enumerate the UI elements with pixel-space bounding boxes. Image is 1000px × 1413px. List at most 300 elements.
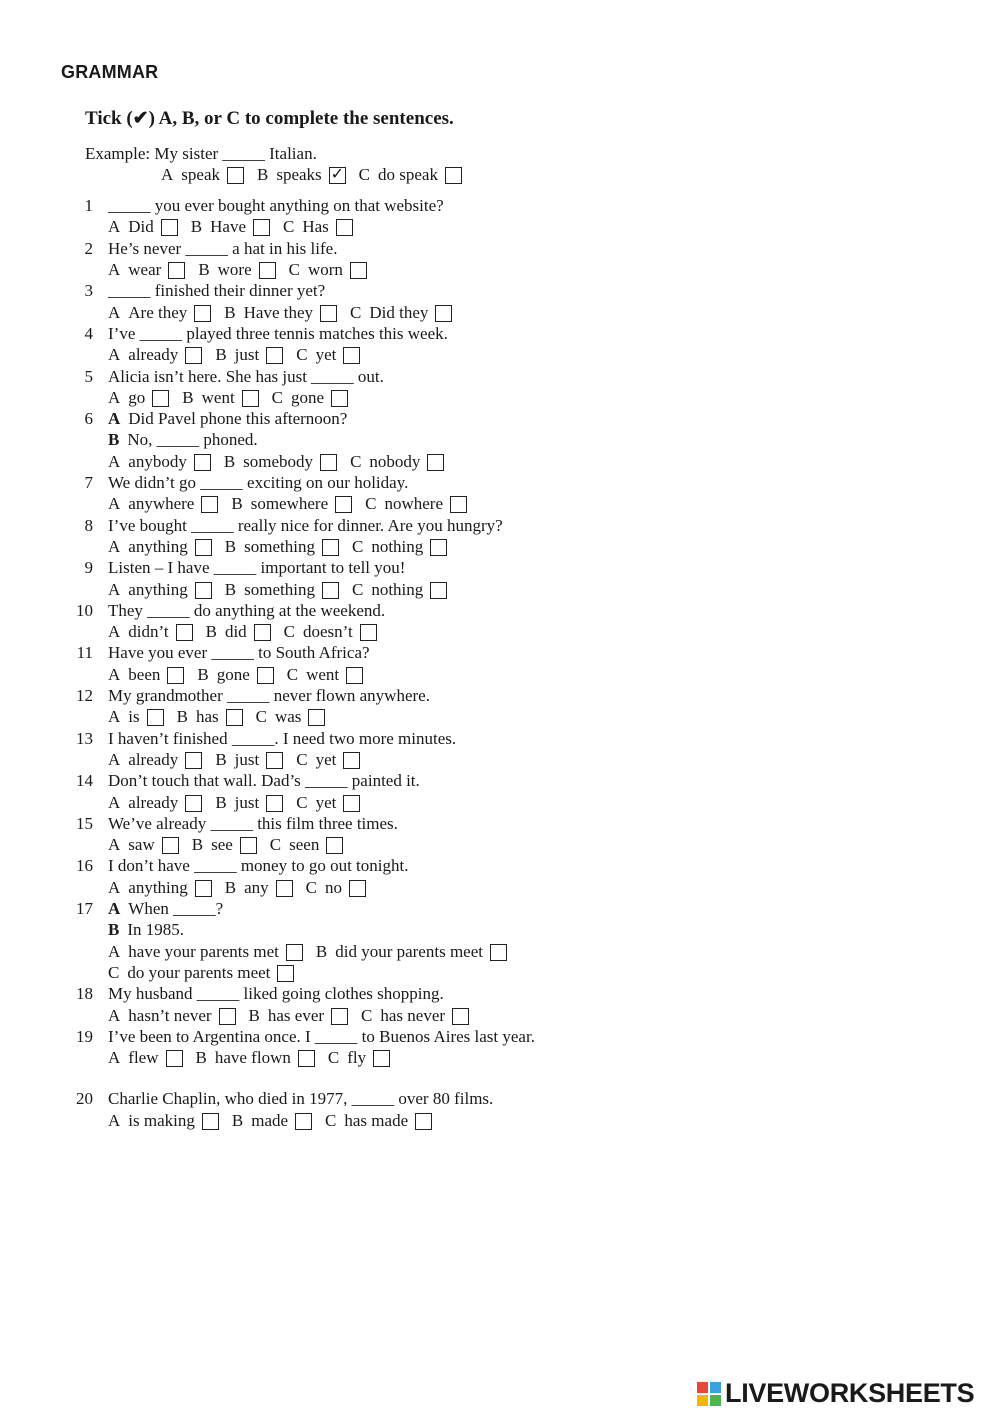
speaker-label: A [108, 899, 121, 918]
answer-checkbox[interactable] [335, 496, 352, 513]
dialogue-text: When _____? [128, 899, 224, 918]
option-row [108, 664, 376, 685]
option-letter: A [108, 707, 121, 727]
option-text: already [128, 345, 179, 365]
question-text: _____ finished their dinner yet? [108, 281, 326, 301]
option-c [296, 344, 360, 365]
option-b [225, 536, 339, 557]
question-text: I’ve _____ played three tennis matches this week. [108, 323, 448, 343]
answer-checkbox[interactable] [195, 880, 212, 897]
option-text: do speak [378, 165, 438, 185]
option-row [161, 164, 475, 185]
option-row [108, 1047, 403, 1068]
option-text: fly [347, 1048, 367, 1068]
answer-checkbox[interactable] [195, 539, 212, 556]
option-letter: A [108, 835, 121, 855]
option-b [197, 664, 273, 685]
option-letter: A [108, 664, 121, 684]
option-text: any [244, 877, 269, 897]
logo-square [710, 1395, 721, 1406]
answer-checkbox[interactable] [331, 390, 348, 407]
option-row [108, 259, 380, 280]
answer-checkbox[interactable] [201, 496, 218, 513]
option-text: speak [181, 165, 220, 185]
dialogue-line [108, 408, 347, 429]
option-b [198, 259, 275, 280]
option-row [108, 941, 520, 962]
option-row [108, 536, 460, 557]
option-text: yet [315, 792, 337, 812]
option-row [108, 387, 361, 408]
question-number: 6 [84, 409, 93, 429]
option-text: has never [380, 1005, 446, 1025]
option-row [108, 579, 460, 600]
option-text: Has [302, 217, 329, 237]
answer-checkbox[interactable] [202, 1113, 219, 1130]
option-letter: C [327, 1048, 340, 1068]
answer-checkbox[interactable] [326, 837, 343, 854]
option-letter: A [108, 792, 121, 812]
option-text: Did [128, 217, 154, 237]
answer-checkbox[interactable] [226, 709, 243, 726]
option-letter: B [176, 707, 188, 727]
logo-icon [697, 1382, 721, 1406]
option-a [161, 164, 244, 185]
option-text: have your parents met [128, 941, 279, 961]
option-text: just [234, 749, 260, 769]
option-b [316, 941, 507, 962]
answer-checkbox[interactable] [415, 1113, 432, 1130]
option-letter: C [305, 877, 318, 897]
option-row [108, 621, 390, 642]
answer-checkbox[interactable] [427, 454, 444, 471]
option-b [224, 451, 337, 472]
option-text: already [128, 792, 179, 812]
option-text: something [244, 579, 315, 599]
option-text: been [128, 664, 161, 684]
answer-checkbox[interactable] [162, 837, 179, 854]
option-text: do your parents meet [127, 962, 271, 982]
answer-checkbox[interactable] [322, 539, 339, 556]
option-letter: B [205, 622, 217, 642]
answer-checkbox[interactable] [168, 262, 185, 279]
option-letter: C [283, 217, 295, 237]
question-number: 16 [76, 856, 93, 876]
question-text: We didn’t go _____ exciting on our holiday. [108, 473, 409, 492]
option-letter: A [108, 494, 121, 514]
answer-checkbox[interactable] [185, 347, 202, 364]
answer-checkbox[interactable] [298, 1050, 315, 1067]
answer-checkbox[interactable] [195, 582, 212, 599]
answer-checkbox[interactable] [450, 496, 467, 513]
question-number: 10 [76, 600, 93, 620]
logo-text: LIVEWORKSHEETS [725, 1378, 975, 1408]
option-text: did your parents meet [335, 941, 483, 961]
option-letter: B [224, 302, 236, 322]
speaker-label: A [108, 409, 121, 429]
question-text: They _____ do anything at the weekend. [108, 600, 386, 620]
option-text: go [128, 387, 146, 407]
answer-checkbox[interactable] [166, 1050, 183, 1067]
answer-checkbox[interactable] [360, 624, 377, 641]
answer-checkbox[interactable] [336, 219, 353, 236]
option-text: somebody [243, 451, 314, 471]
option-c [284, 621, 377, 642]
answer-checkbox[interactable] [320, 454, 337, 471]
question-number: 11 [76, 643, 93, 663]
question-number: 5 [84, 366, 93, 386]
dialogue-text: No, _____ phoned. [127, 430, 258, 450]
option-c [296, 792, 360, 813]
answer-checkbox[interactable] [295, 1113, 312, 1130]
answer-checkbox[interactable] [343, 752, 360, 769]
option-a [108, 1047, 183, 1068]
option-b [215, 792, 283, 813]
option-letter: B [182, 387, 194, 407]
answer-checkbox[interactable] [350, 262, 367, 279]
option-b [177, 706, 243, 727]
logo-square [697, 1382, 708, 1393]
option-c [365, 493, 467, 514]
answer-checkbox[interactable] [373, 1050, 390, 1067]
option-letter: B [223, 451, 236, 471]
answer-checkbox[interactable] [322, 582, 339, 599]
option-letter: B [215, 345, 227, 365]
option-text: made [251, 1110, 289, 1130]
answer-checkbox[interactable] [242, 390, 259, 407]
logo-square [710, 1382, 721, 1393]
option-a [108, 834, 179, 855]
option-letter: A [108, 345, 121, 365]
answer-checkbox[interactable] [185, 752, 202, 769]
option-text: speaks [276, 165, 322, 185]
answer-checkbox[interactable] [254, 624, 271, 641]
option-a [108, 1005, 236, 1026]
answer-checkbox[interactable] [185, 795, 202, 812]
option-row [108, 493, 480, 514]
answer-checkbox[interactable] [430, 582, 447, 599]
option-letter: A [161, 165, 174, 185]
option-b [249, 1005, 349, 1026]
option-text: already [128, 749, 179, 769]
answer-checkbox[interactable] [266, 347, 283, 364]
answer-checkbox[interactable] [277, 965, 294, 982]
answer-checkbox[interactable] [331, 1008, 348, 1025]
option-letter: B [248, 1005, 260, 1025]
answer-checkbox[interactable] [320, 305, 337, 322]
option-c [256, 706, 326, 727]
answer-checkbox[interactable] [194, 454, 211, 471]
option-letter: B [195, 1048, 207, 1068]
option-text: just [234, 345, 260, 365]
option-letter: C [288, 260, 300, 279]
option-a [108, 451, 211, 472]
option-letter: C [296, 792, 308, 812]
option-row [108, 749, 373, 770]
option-c [296, 749, 360, 770]
question-text: Alicia isn’t here. She has just _____ out. [108, 366, 384, 386]
answer-checkbox[interactable] [276, 880, 293, 897]
question-number: 15 [76, 813, 93, 833]
instruction-text: Tick (✔) A, B, or C to complete the sentences. [85, 108, 454, 129]
option-text: wore [217, 260, 252, 279]
question-number: 12 [76, 686, 93, 705]
option-b [215, 749, 283, 770]
option-letter: B [198, 260, 210, 279]
option-a [108, 259, 185, 280]
question-text: I’ve been to Argentina once. I _____ to Buenos Aires last year. [108, 1026, 535, 1046]
option-text: Have they [243, 302, 314, 322]
option-text: Are they [128, 302, 188, 322]
option-row [108, 1005, 482, 1026]
option-row [108, 1110, 445, 1131]
option-b [257, 164, 346, 185]
question-text: Charlie Chaplin, who died in 1977, _____ over 80 films. [108, 1089, 494, 1109]
question-text: I don’t have _____ money to go out tonight. [108, 856, 409, 876]
answer-checkbox[interactable] [194, 305, 211, 322]
option-text: anything [128, 579, 188, 599]
option-row [108, 834, 356, 855]
option-a [108, 706, 164, 727]
option-text: gone [291, 387, 325, 407]
option-c [287, 664, 363, 685]
option-text: flew [128, 1048, 159, 1068]
question-text: Don’t touch that wall. Dad’s _____ painted it. [108, 771, 420, 791]
option-b [224, 302, 337, 323]
option-c [272, 387, 348, 408]
option-row [108, 792, 373, 813]
option-b [231, 493, 352, 514]
answer-checkbox[interactable] [266, 795, 283, 812]
option-letter: C [351, 579, 364, 599]
answer-checkbox[interactable] [227, 167, 244, 184]
option-c [352, 536, 447, 557]
option-text: was [274, 707, 302, 727]
option-letter: A [108, 622, 121, 642]
option-a [108, 344, 202, 365]
option-row [108, 451, 457, 472]
option-letter: C [351, 536, 364, 556]
option-text: yet [315, 345, 337, 365]
option-letter: C [286, 664, 299, 684]
answer-checkbox[interactable] [490, 944, 507, 961]
option-letter: C [365, 494, 377, 514]
option-row [108, 877, 379, 898]
option-letter: A [108, 260, 121, 279]
option-letter: A [108, 536, 121, 556]
option-text: anybody [128, 451, 187, 471]
dialogue-text: In 1985. [127, 920, 185, 940]
question-text: He’s never _____ a hat in his life. [108, 238, 338, 258]
option-letter: C [350, 451, 362, 471]
answer-checkbox[interactable] [430, 539, 447, 556]
option-a [108, 664, 184, 685]
option-text: saw [128, 835, 155, 855]
answer-checkbox[interactable] [259, 262, 276, 279]
option-text: nowhere [384, 494, 443, 514]
answer-checkbox[interactable] [308, 709, 325, 726]
answer-checkbox[interactable] [147, 709, 164, 726]
option-text: is making [128, 1110, 195, 1130]
option-c [328, 1047, 390, 1068]
option-a [108, 493, 218, 514]
option-a [108, 941, 303, 962]
question-text: _____ you ever bought anything on that website? [108, 196, 444, 216]
question-number: 9 [84, 558, 93, 578]
question-number: 2 [84, 238, 93, 258]
option-c [289, 259, 367, 280]
question-text: Listen – I have _____ important to tell you! [108, 558, 406, 578]
question-text: My husband _____ liked going clothes shopping. [108, 984, 444, 1004]
question-number: 18 [76, 984, 93, 1004]
option-c [352, 579, 447, 600]
option-text: nothing [371, 536, 424, 556]
question-number: 1 [84, 196, 93, 216]
option-letter: C [361, 1005, 373, 1025]
option-text: Have [210, 217, 246, 237]
option-letter: A [108, 749, 121, 769]
option-letter: A [108, 451, 121, 471]
answer-checkbox[interactable] [349, 880, 366, 897]
option-a [108, 877, 212, 898]
option-text: has ever [267, 1005, 325, 1025]
answer-checkbox[interactable] [161, 219, 178, 236]
option-b [192, 834, 257, 855]
option-text: anything [128, 877, 188, 897]
dialogue-line [108, 898, 223, 919]
option-text: nobody [369, 451, 421, 471]
option-text: doesn’t [303, 622, 353, 642]
option-text: something [244, 536, 315, 556]
option-c [350, 302, 452, 323]
option-letter: C [350, 302, 362, 322]
answer-checkbox[interactable] [435, 305, 452, 322]
option-letter: C [325, 1110, 337, 1130]
question-text: I’ve bought _____ really nice for dinner. Are you hungry? [108, 515, 503, 535]
option-a [108, 536, 212, 557]
option-a [108, 302, 211, 323]
option-letter: C [296, 345, 308, 365]
option-letter: B [191, 835, 204, 855]
answer-checkbox[interactable] [152, 390, 169, 407]
answer-checkbox[interactable] [329, 167, 346, 184]
option-letter: A [108, 302, 121, 322]
option-b [182, 387, 258, 408]
option-letter: B [224, 877, 237, 897]
example-sentence: Example: My sister _____ Italian. [85, 144, 317, 163]
option-text: anything [128, 536, 188, 556]
option-b [206, 621, 271, 642]
answer-checkbox[interactable] [257, 667, 274, 684]
question-text: Have you ever _____ to South Africa? [108, 643, 370, 663]
option-a [108, 749, 202, 770]
answer-checkbox[interactable] [253, 219, 270, 236]
question-number: 14 [76, 771, 93, 791]
dialogue-line [108, 429, 258, 450]
option-letter: B [315, 941, 328, 961]
option-letter: B [215, 749, 227, 769]
option-letter: B [257, 165, 269, 185]
option-text: went [201, 387, 235, 407]
option-c [306, 877, 366, 898]
option-letter: B [224, 579, 237, 599]
answer-checkbox[interactable] [176, 624, 193, 641]
option-letter: A [108, 217, 121, 237]
option-letter: A [108, 941, 121, 961]
option-b [191, 216, 270, 237]
option-letter: C [269, 835, 282, 855]
answer-checkbox[interactable] [452, 1008, 469, 1025]
liveworksheets-logo [697, 1378, 974, 1409]
option-row [108, 344, 373, 365]
option-text: have flown [214, 1048, 291, 1068]
question-number: 20 [76, 1089, 93, 1109]
question-number: 13 [76, 728, 93, 748]
option-letter: A [108, 1005, 121, 1025]
option-c [350, 451, 444, 472]
speaker-label: B [108, 430, 120, 450]
question-number: 3 [84, 281, 93, 301]
option-text: hasn’t never [128, 1005, 212, 1025]
answer-checkbox[interactable] [445, 167, 462, 184]
option-c [361, 1005, 469, 1026]
option-row [108, 706, 338, 727]
option-letter: C [296, 749, 308, 769]
answer-checkbox[interactable] [286, 944, 303, 961]
option-c [283, 216, 353, 237]
option-letter: C [108, 962, 120, 982]
question-text: My grandmother _____ never flown anywhere. [108, 686, 430, 705]
answer-checkbox[interactable] [343, 795, 360, 812]
option-a [108, 579, 212, 600]
option-text: nothing [371, 579, 424, 599]
question-number: 17 [76, 899, 93, 918]
dialogue-line [108, 919, 184, 940]
option-a [108, 387, 169, 408]
answer-checkbox[interactable] [167, 667, 184, 684]
question-text: I haven’t finished _____. I need two more minutes. [108, 728, 457, 748]
option-b [215, 344, 283, 365]
answer-checkbox[interactable] [219, 1008, 236, 1025]
option-c [270, 834, 344, 855]
option-text: somewhere [250, 494, 329, 514]
option-text: no [325, 877, 343, 897]
answer-checkbox[interactable] [346, 667, 363, 684]
option-letter: C [255, 707, 267, 727]
option-row [108, 962, 307, 983]
option-row [108, 216, 366, 237]
answer-checkbox[interactable] [240, 837, 257, 854]
question-number: 4 [84, 323, 93, 343]
option-letter: C [283, 622, 296, 642]
answer-checkbox[interactable] [343, 347, 360, 364]
question-number: 7 [84, 473, 93, 492]
option-text: went [306, 664, 340, 684]
option-letter: B [231, 1110, 244, 1130]
question-number: 8 [84, 515, 93, 535]
dialogue-text: Did Pavel phone this afternoon? [128, 409, 348, 429]
option-text: Did they [369, 302, 429, 322]
answer-checkbox[interactable] [266, 752, 283, 769]
option-text: wear [128, 260, 162, 279]
option-a [108, 1110, 219, 1131]
speaker-label: B [108, 920, 120, 940]
option-letter: A [108, 1110, 121, 1130]
option-text: did [224, 622, 247, 642]
option-letter: A [108, 579, 121, 599]
option-text: has [195, 707, 219, 727]
option-c [325, 1110, 432, 1131]
